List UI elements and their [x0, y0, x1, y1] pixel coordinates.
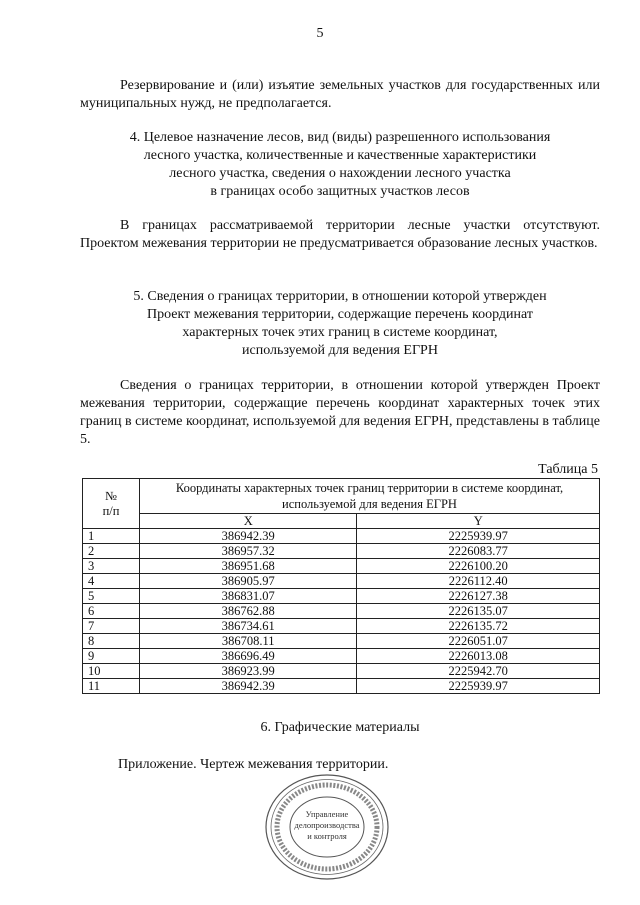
- cell-x: 386734.61: [140, 619, 357, 634]
- cell-y: 2226127.38: [357, 589, 600, 604]
- paragraph-boundaries: [80, 377, 600, 449]
- column-header-x: X: [140, 514, 357, 529]
- official-stamp: [263, 772, 391, 882]
- section-5-heading: [80, 288, 600, 360]
- cell-y: 2226100.20: [357, 559, 600, 574]
- table-caption: Таблица 5: [538, 462, 598, 477]
- row-number: 11: [83, 679, 140, 694]
- column-header-y: Y: [357, 514, 600, 529]
- column-header-number: [83, 479, 140, 529]
- cell-x: 386831.07: [140, 589, 357, 604]
- row-number: 7: [83, 619, 140, 634]
- cell-y: 2226135.07: [357, 604, 600, 619]
- row-number: 3: [83, 559, 140, 574]
- section-4-heading-line: лесного участка, сведения о нахождении лесного участка: [169, 166, 511, 181]
- cell-y: 2226135.72: [357, 619, 600, 634]
- table-row: [83, 529, 600, 544]
- section-4-heading-line: лесного участка, количественные и качественные характеристики: [143, 148, 537, 163]
- column-group-header: Координаты характерных точек границ территории в системе координат, используемой для ведения ЕГРН: [140, 479, 600, 514]
- column-header-number-line1: №: [105, 488, 117, 503]
- table-row: [83, 619, 600, 634]
- cell-x: 386957.32: [140, 544, 357, 559]
- table-row: [83, 604, 600, 619]
- stamp-text-line2: делопроизводства: [294, 820, 360, 830]
- row-number: 2: [83, 544, 140, 559]
- row-number: 10: [83, 664, 140, 679]
- table-row: [83, 574, 600, 589]
- paragraph-boundaries-text: Сведения о границах территории, в отношении которой утвержден Проект межевания территории, содержащие перечень координат характерных точек этих границ в системе координат, используемой для ведения ЕГРН, представлены в таблице 5.: [80, 378, 600, 447]
- coordinates-table: [82, 478, 600, 694]
- section-5-heading-line: используемой для ведения ЕГРН: [242, 343, 438, 358]
- table-row: [83, 634, 600, 649]
- cell-x: 386951.68: [140, 559, 357, 574]
- section-4-heading-line: 4. Целевое назначение лесов, вид (виды) разрешенного использования: [129, 130, 551, 145]
- row-number: 9: [83, 649, 140, 664]
- paragraph-forest-text: В границах рассматриваемой территории лесные участки отсутствуют. Проектом межевания территории не предусматривается образование лесных участков.: [80, 218, 600, 251]
- section-5-heading-line: Проект межевания территории, содержащие перечень координат: [146, 307, 534, 322]
- row-number: 1: [83, 529, 140, 544]
- section-5-heading-line: характерных точек этих границ в системе координат,: [182, 325, 498, 340]
- table-row: [83, 544, 600, 559]
- section-4-heading: [80, 129, 600, 201]
- column-header-number-line2: п/п: [102, 503, 120, 518]
- table-row: [83, 559, 600, 574]
- row-number: 8: [83, 634, 140, 649]
- paragraph-reservation-text: Резервирование и (или) изъятие земельных участков для государственных или муниципальных нужд, не предполагается.: [80, 78, 600, 111]
- row-number: 5: [83, 589, 140, 604]
- cell-x: 386696.49: [140, 649, 357, 664]
- row-number: 6: [83, 604, 140, 619]
- cell-y: 2225939.97: [357, 529, 600, 544]
- appendix-line: Приложение. Чертеж межевания территории.: [118, 757, 389, 772]
- cell-y: 2226112.40: [357, 574, 600, 589]
- table-row: [83, 664, 600, 679]
- table-row: [83, 649, 600, 664]
- page-number: 5: [316, 26, 324, 41]
- table-row: [83, 589, 600, 604]
- cell-y: 2226013.08: [357, 649, 600, 664]
- cell-y: 2225942.70: [357, 664, 600, 679]
- table-row: [83, 679, 600, 694]
- section-4-heading-line: в границах особо защитных участков лесов: [210, 184, 470, 199]
- section-6-heading: 6. Графические материалы: [260, 720, 420, 735]
- paragraph-reservation: [80, 77, 600, 113]
- stamp-text-line3: и контроля: [307, 831, 347, 841]
- cell-x: 386942.39: [140, 679, 357, 694]
- cell-x: 386708.11: [140, 634, 357, 649]
- stamp-text-line1: Управление: [305, 809, 349, 819]
- cell-y: 2226051.07: [357, 634, 600, 649]
- section-5-heading-line: 5. Сведения о границах территории, в отношении которой утвержден: [133, 289, 547, 304]
- cell-x: 386923.99: [140, 664, 357, 679]
- cell-y: 2226083.77: [357, 544, 600, 559]
- row-number: 4: [83, 574, 140, 589]
- paragraph-forest: [80, 217, 600, 253]
- cell-x: 386905.97: [140, 574, 357, 589]
- cell-x: 386762.88: [140, 604, 357, 619]
- cell-y: 2225939.97: [357, 679, 600, 694]
- cell-x: 386942.39: [140, 529, 357, 544]
